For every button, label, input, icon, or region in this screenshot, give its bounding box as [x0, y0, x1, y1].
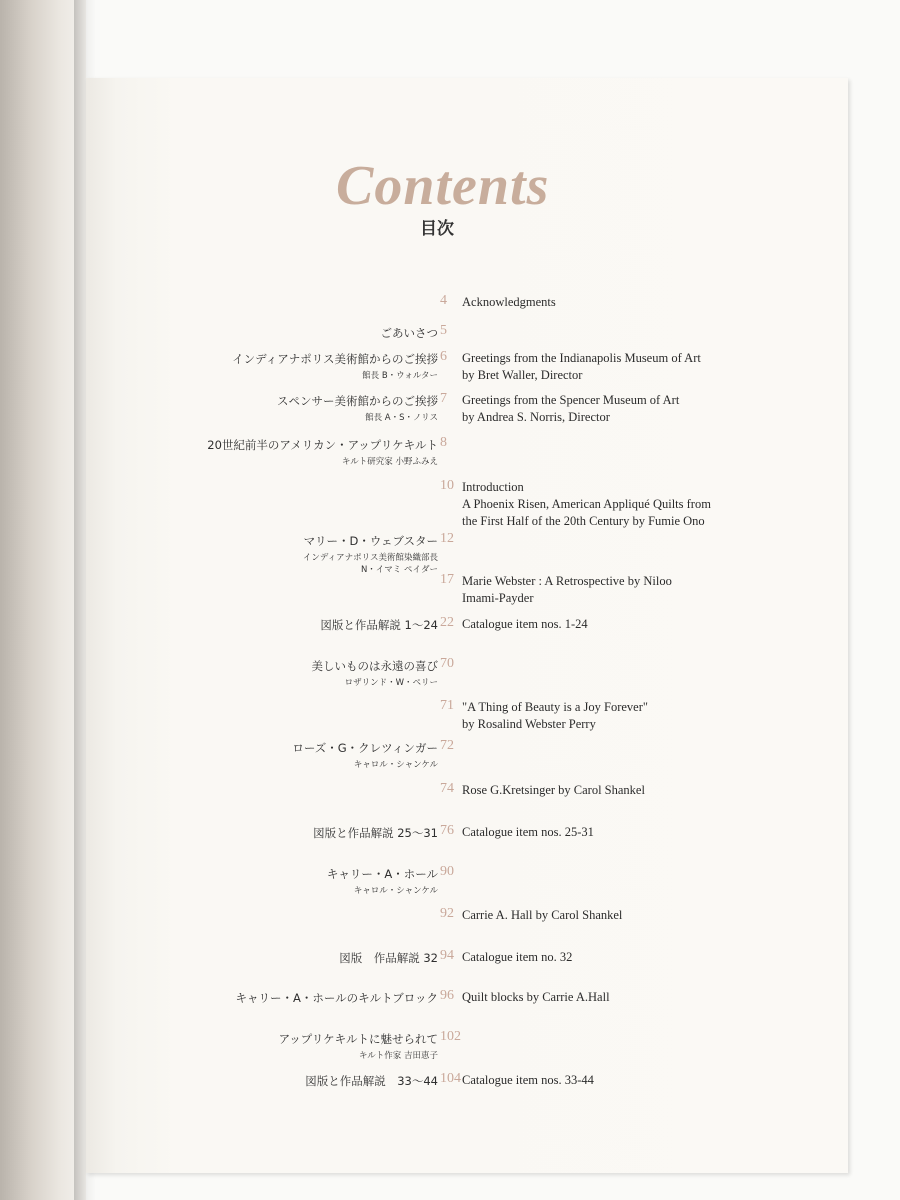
english-title — [462, 573, 752, 607]
page-number: 5 — [440, 323, 447, 338]
page-number: 70 — [440, 656, 454, 671]
japanese-title: ごあいさつ — [380, 326, 438, 340]
page-number: 102 — [440, 1029, 461, 1044]
english-line: Catalogue item nos. 1-24 — [462, 617, 588, 631]
japanese-title: ローズ・G・クレツィンガー — [292, 741, 438, 755]
english-line: Greetings from the Spencer Museum of Art — [462, 393, 680, 407]
english-title — [462, 989, 752, 1006]
page-number: 8 — [440, 435, 447, 450]
page-number: 17 — [440, 572, 454, 587]
english-line: Marie Webster : A Retrospective by Niloo — [462, 574, 672, 588]
english-line: Catalogue item nos. 33-44 — [462, 1073, 594, 1087]
japanese-author-role: インディアナポリス美術館染織部長 — [302, 553, 438, 563]
page-number: 92 — [440, 906, 454, 921]
page-number: 10 — [440, 478, 454, 493]
page-number: 104 — [440, 1071, 461, 1086]
english-title — [462, 294, 752, 311]
english-title — [462, 907, 752, 924]
japanese-author: 館長 B・ウォルター — [362, 371, 438, 381]
page-number: 22 — [440, 615, 454, 630]
english-title — [462, 616, 752, 633]
page-number: 7 — [440, 391, 447, 406]
japanese-title: 図版と作品解説 25〜31 — [313, 826, 438, 840]
japanese-author: キルト研究家 小野ふみえ — [341, 457, 438, 467]
page-number: 12 — [440, 531, 454, 546]
english-line: Rose G.Kretsinger by Carol Shankel — [462, 783, 645, 797]
english-title — [462, 699, 752, 733]
page-number: 6 — [440, 349, 447, 364]
japanese-title: 図版と作品解説 33〜44 — [305, 1074, 438, 1088]
english-line: Imami-Payder — [462, 591, 534, 605]
english-title — [462, 392, 752, 426]
japanese-title: キャリー・A・ホール — [326, 867, 438, 881]
english-line: A Phoenix Risen, American Appliqué Quilts from — [462, 497, 711, 511]
japanese-title: キャリー・A・ホールのキルトブロック — [235, 991, 438, 1005]
english-line: "A Thing of Beauty is a Joy Forever" — [462, 700, 648, 714]
contents-page — [86, 78, 848, 1173]
english-line: Catalogue item no. 32 — [462, 950, 573, 964]
english-author: by Andrea S. Norris, Director — [462, 410, 610, 424]
japanese-title: 図版 作品解説 32 — [339, 951, 438, 965]
english-line: Catalogue item nos. 25-31 — [462, 825, 594, 839]
japanese-author: キルト作家 吉田恵子 — [358, 1051, 438, 1061]
english-title — [462, 782, 752, 799]
page-subtitle: 目次 — [420, 219, 454, 239]
japanese-title: アップリケキルトに魅せられて — [278, 1032, 438, 1046]
japanese-title: 美しいものは永遠の喜び — [311, 659, 438, 673]
english-line: the First Half of the 20th Century by Fumie Ono — [462, 514, 705, 528]
english-line: Greetings from the Indianapolis Museum of Art — [462, 351, 701, 365]
japanese-author: ロザリンド・W・ペリー — [344, 678, 438, 688]
english-line: Carrie A. Hall by Carol Shankel — [462, 908, 623, 922]
japanese-author: 館長 A・S・ノリス — [365, 413, 438, 423]
page-number: 96 — [440, 988, 454, 1003]
english-line: Quilt blocks by Carrie A.Hall — [462, 990, 610, 1004]
english-line: Acknowledgments — [462, 295, 556, 309]
page-number: 71 — [440, 698, 454, 713]
english-line: Introduction — [462, 480, 524, 494]
table-of-contents — [86, 78, 848, 1173]
english-author: by Bret Waller, Director — [462, 368, 583, 382]
japanese-title: マリー・D・ウェブスター — [303, 534, 438, 548]
english-author: by Rosalind Webster Perry — [462, 717, 596, 731]
japanese-title: インディアナポリス美術館からのご挨拶 — [232, 352, 438, 366]
page-number: 74 — [440, 781, 454, 796]
japanese-title: 20世紀前半のアメリカン・アップリケキルト — [207, 438, 438, 452]
page-number: 72 — [440, 738, 454, 753]
japanese-title: スペンサー美術館からのご挨拶 — [277, 394, 438, 408]
english-title — [462, 479, 752, 530]
japanese-title: 図版と作品解説 1〜24 — [320, 618, 438, 632]
japanese-author: キャロル・シャンケル — [353, 760, 438, 770]
english-title — [462, 1072, 752, 1089]
japanese-author: キャロル・シャンケル — [353, 886, 438, 896]
page-number: 94 — [440, 948, 454, 963]
page-number: 90 — [440, 864, 454, 879]
english-title — [462, 824, 752, 841]
page-number: 76 — [440, 823, 454, 838]
page-title: Contents — [336, 155, 550, 217]
japanese-author: N・イマミ ペイダー — [360, 565, 438, 575]
english-title — [462, 350, 752, 384]
page-number: 4 — [440, 293, 447, 308]
english-title — [462, 949, 752, 966]
